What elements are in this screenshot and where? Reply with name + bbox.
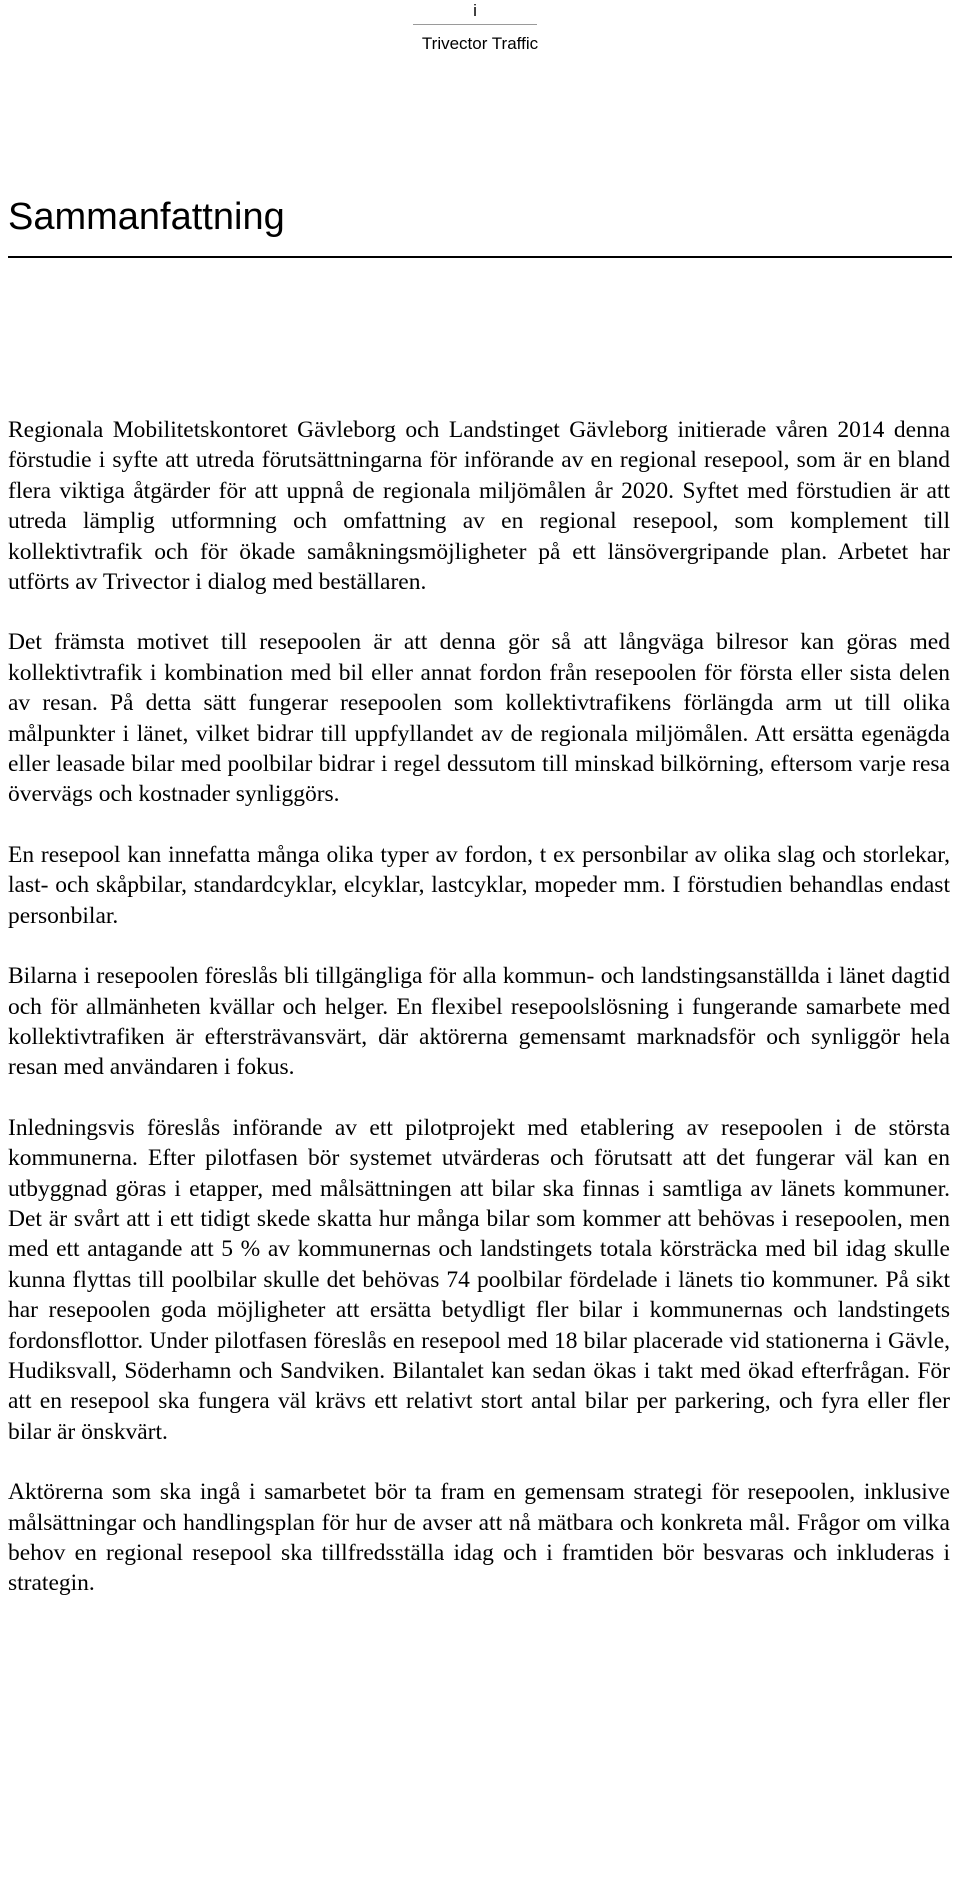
paragraph: Regionala Mobilitetskontoret Gävleborg och Landstinget Gävleborg initierade våren 2014 denna förstudie i syfte att utreda förutsättningarna för införande av en regional resepool, som är en bland flera viktiga åtgärder för att uppnå de regionala miljömålen år 2020. Syftet med förstudien är att utreda lämplig utformning och omfattning av en regional resepool, som komplement till kollektivtrafik och för ökade samåkningsmöjligheter på ett länsövergripande plan. Arbetet har utförts av Trivector i dialog med beställaren.: [8, 417, 950, 596]
header-divider: [413, 24, 537, 25]
page-number: i: [473, 1, 477, 20]
header-company-name: Trivector Traffic: [421, 34, 539, 53]
paragraph: Bilarna i resepoolen föreslås bli tillgängliga för alla kommun- och landstingsanställda i länet dagtid och för allmänheten kvällar och helger. En flexibel resepoolslösning i fungerande samarbete med kollektivtrafiken är eftersträvansvärt, där aktörerna gemensamt marknadsför och synliggör hela resan med användaren i fokus.: [8, 963, 950, 1081]
paragraph: Det främsta motivet till resepoolen är att denna gör så att långväga bilresor kan göras med kollektivtrafik i kombination med bil eller annat fordon från resepoolen för första eller sista delen av resan. På detta sätt fungerar resepoolen som kollektivtrafikens förlängda arm ut till olika målpunkter i länet, vilket bidrar till uppfyllandet av de regionala miljömålen. Att ersätta egenägda eller leasade bilar med poolbilar bidrar i regel dessutom till minskad bilkörning, eftersom varje resa övervägs och kostnader synliggörs.: [8, 629, 950, 808]
heading-divider: [8, 256, 952, 258]
section-heading: Sammanfattning: [8, 196, 285, 238]
summary-body: [8, 415, 950, 1629]
paragraph: Aktörerna som ska ingå i samarbetet bör ta fram en gemensam strategi för resepoolen, inklusive målsättningar och handlingsplan för hur de avser att nå mätbara och konkreta mål. Frågor om vilka behov en regional resepool ska tillfredsställa idag och i framtiden bör besvaras och inkluderas i strategin.: [8, 1479, 950, 1597]
paragraph: Inledningsvis föreslås införande av ett pilotprojekt med etablering av resepoolen i de största kommunerna. Efter pilotfasen bör systemet utvärderas och förutsatt att det fungerar väl kan en utbyggnad göras i etapper, med målsättningen att bilar ska finnas i samtliga av länets kommuner. Det är svårt att i ett tidigt skede skatta hur många bilar som kommer att behövas i resepoolen, men med ett antagande att 5 % av kommunernas och landstingets totala körsträcka med bil idag skulle kunna flyttas till poolbilar skulle det behövas 74 poolbilar fördelade i länets tio kommuner. På sikt har resepoolen goda möjligheter att ersätta betydligt fler bilar i kommunernas och landstingets fordonsflottor. Under pilotfasen föreslås en resepool med 18 bilar placerade vid stationerna i Gävle, Hudiksvall, Söderhamn och Sandviken. Bilantalet kan sedan ökas i takt med ökad efterfrågan. För att en resepool ska fungera väl krävs ett relativt stort antal bilar per parkering, och fyra eller fler bilar är önskvärt.: [8, 1114, 950, 1445]
paragraph: En resepool kan innefatta många olika typer av fordon, t ex personbilar av olika slag och storlekar, last- och skåpbilar, standardcyklar, elcyklar, lastcyklar, mopeder mm. I förstudien behandlas endast personbilar.: [8, 841, 950, 929]
